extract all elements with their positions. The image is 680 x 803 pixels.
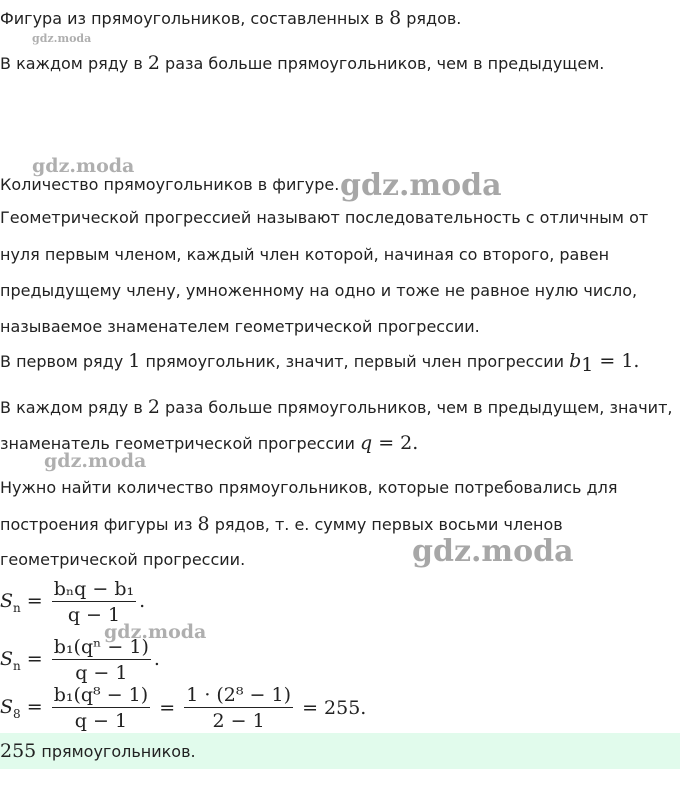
- math-punct: .: [139, 590, 146, 612]
- numerator: bₙq − b₁: [53, 578, 135, 600]
- math-number: 2: [147, 396, 160, 418]
- math-variable: S: [0, 695, 14, 718]
- text: построения фигуры из: [0, 515, 198, 534]
- text: В каждом ряду в: [0, 398, 148, 417]
- fraction: [52, 684, 150, 732]
- definition-line-1: Геометрической прогрессией называют последовательность с отличным от: [0, 208, 649, 227]
- numerator: b₁(qⁿ − 1): [53, 636, 149, 658]
- text: раза больше прямоугольников, чем в предыдущем, значит,: [159, 398, 673, 417]
- numerator: b₁(q⁸ − 1): [53, 684, 149, 706]
- math-variable: S: [0, 589, 14, 612]
- text: рядов, т. е. сумму первых восьми членов: [209, 515, 563, 534]
- first-term-line: [0, 351, 639, 375]
- text: рядов.: [401, 9, 462, 28]
- math-result: = 255.: [302, 697, 367, 719]
- answer-number: 255: [0, 740, 37, 762]
- watermark: gdz.moda: [44, 450, 147, 472]
- denominator: q − 1: [75, 662, 128, 684]
- formula-sum-general: $S_n$ = $\frac{\text{bₙq − b₁}}{q - 1}$ .: [0, 578, 146, 626]
- text: знаменатель геометрической прогрессии: [0, 434, 361, 453]
- task-line-2: [0, 514, 563, 535]
- text: Фигура из прямоугольников, составленных в: [0, 9, 390, 28]
- math-punct: .: [153, 648, 160, 670]
- math-equation: = 1.: [593, 350, 640, 372]
- formula-sum-eight: $S_8$ = $\frac{\text{b₁(q⁸ − 1)}}{q - 1}$ = $\frac{\text{1 · (2⁸ − 1)}}{2 - 1}$ = 255.: [0, 684, 367, 732]
- intro-line-1: [0, 8, 461, 29]
- denominator: q − 1: [67, 604, 121, 626]
- task-line-1: Нужно найти количество прямоугольников, которые потребовались для: [0, 478, 618, 497]
- fraction: [52, 578, 136, 626]
- fraction: [52, 636, 151, 684]
- formula-sum-closed: $S_n$ = $\frac{\text{b₁(qⁿ − 1)}}{q - 1}$ .: [0, 636, 160, 684]
- text: В каждом ряду в: [0, 54, 148, 73]
- math-subscript: n: [13, 658, 21, 673]
- ratio-line-1: [0, 397, 672, 418]
- denominator: 2 − 1: [212, 710, 265, 732]
- question-line: Количество прямоугольников в фигуре.: [0, 175, 340, 194]
- text: В первом ряду: [0, 352, 129, 371]
- watermark: gdz.moda: [32, 155, 135, 177]
- answer-box: [0, 733, 680, 769]
- math-variable: b: [569, 350, 582, 372]
- math-variable: S: [0, 647, 14, 670]
- answer-label: прямоугольников.: [36, 742, 196, 761]
- text: прямоугольник, значит, первый член прогрессии: [140, 352, 570, 371]
- math-equation: = 2.: [372, 432, 419, 454]
- math-number: 2: [147, 52, 160, 74]
- watermark: gdz.moda: [340, 168, 502, 203]
- definition-line-2: нуля первым членом, каждый член которой, начиная со второго, равен: [0, 245, 610, 264]
- definition-line-4: называемое знаменателем геометрической прогрессии.: [0, 317, 480, 336]
- math-subscript: 1: [581, 354, 594, 377]
- math-subscript: n: [13, 600, 21, 615]
- math-number: 8: [197, 513, 210, 535]
- fraction: [184, 684, 293, 732]
- watermark: gdz.moda: [104, 621, 207, 643]
- watermark: gdz.moda: [412, 534, 574, 569]
- watermark: gdz.moda: [32, 32, 92, 45]
- task-line-3: геометрической прогрессии.: [0, 550, 246, 569]
- answer-text: [0, 741, 196, 762]
- math-number: 8: [389, 7, 402, 29]
- denominator: q − 1: [74, 710, 128, 732]
- math-variable: q: [360, 432, 373, 454]
- math-number: 1: [128, 350, 141, 372]
- definition-line-3: предыдущему члену, умноженному на одно и тоже не равное нулю число,: [0, 281, 638, 300]
- math-subscript: 8: [13, 706, 21, 721]
- numerator: 1 · (2⁸ − 1): [186, 684, 292, 706]
- intro-line-2: [0, 53, 604, 74]
- text: раза больше прямоугольников, чем в предыдущем.: [159, 54, 605, 73]
